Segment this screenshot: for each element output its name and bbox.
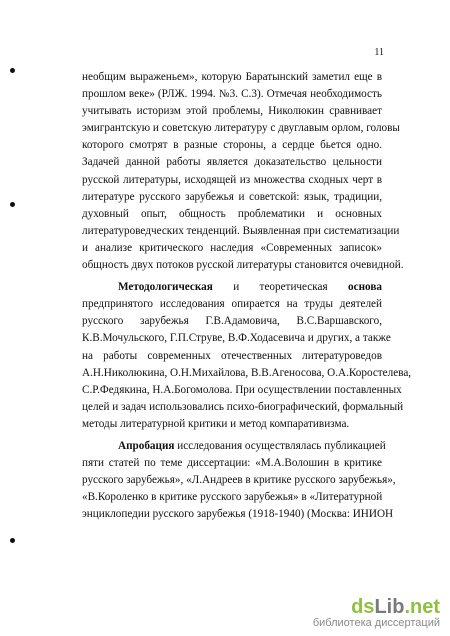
text-line: на работы современных отечественных литературоведов <box>82 349 382 362</box>
dslib-watermark[interactable] <box>313 597 440 630</box>
text-line: С.Р.Федякина, Н.А.Богомолова. При осуществлении поставленных <box>82 383 402 396</box>
text-line: методы литературной критики и метод компаративизма. <box>82 417 350 430</box>
approbation-rest-text: исследования осуществлялась публикацией <box>174 439 386 452</box>
text-line: учитывать историзм этой проблемы, Николюкин сравнивает <box>82 105 382 118</box>
text-line: русского зарубежья Г.В.Адамовича, В.С.Варшавского, <box>82 315 382 328</box>
dslib-subtitle: библиотека диссертаций <box>312 617 440 629</box>
text-line: литературоведческих тенденций. Выявленная при систематизации <box>82 224 400 237</box>
text-line: эмигрантскую и советскую литературу с двуглавым орлом, головы <box>82 122 400 135</box>
text-line: которого смотрят в разные стороны, а сердце бьется одно. <box>82 139 382 152</box>
methodology-bold-term: Методологическая <box>118 281 213 294</box>
binding-hole-dot <box>10 202 15 207</box>
text-line: литературе русского зарубежья и советской: язык, традиции, <box>82 190 382 203</box>
approbation-bold-term: Апробация <box>118 439 175 452</box>
text-line: «В.Короленко в критике русского зарубежья» в «Литературной <box>82 491 383 504</box>
body-text <box>82 69 412 523</box>
dslib-logo: dsLib.net <box>351 596 440 618</box>
methodology-heading-line <box>82 279 382 296</box>
text-line: энциклопедии русского зарубежья (1918-1940) (Москва: ИНИОН <box>82 508 394 521</box>
approbation-heading-line <box>82 438 386 455</box>
text-line: русской литературы, исходящей из множества сходных черт в <box>82 173 382 186</box>
text-line: русского зарубежья», «Л.Андреев в критике русского зарубежья», <box>82 474 396 487</box>
text-line: прошлом веке» (РЛЖ. 1994. №3. С.3). Отмечая необходимость <box>82 88 382 101</box>
text-line: К.В.Мочульского, Г.П.Струве, В.Ф.Ходасевича и других, а также <box>82 332 391 345</box>
text-line: целей и задач использовались психо-биографический, формальный <box>82 400 404 413</box>
text-line: и анализе критического наследия «Современных записок» <box>82 241 382 254</box>
text-line: духовный опыт, общность проблематики и основных <box>82 207 382 220</box>
text-line: общность двух потоков русской литературы становится очевидной. <box>82 259 404 272</box>
page-number: 11 <box>374 47 384 58</box>
text-line: пяти статей по теме диссертации: «М.А.Волошин в критике <box>82 457 382 470</box>
text-line: Задачей данной работы является доказательство цельности <box>82 156 382 169</box>
text-line: необщим выраженьем», которую Баратынский заметил еще в <box>82 71 382 83</box>
binding-hole-dot <box>10 538 15 543</box>
text-line: А.Н.Николюкина, О.Н.Михайлова, В.В.Агеносова, О.А.Коростелева, <box>82 366 412 379</box>
binding-hole-dot <box>10 68 15 73</box>
methodology-bold-term-2: основа <box>348 281 382 294</box>
text-line: предпринятого исследования опирается на труды деятелей <box>82 298 382 311</box>
methodology-mid-text: и теоретическая <box>233 281 328 294</box>
